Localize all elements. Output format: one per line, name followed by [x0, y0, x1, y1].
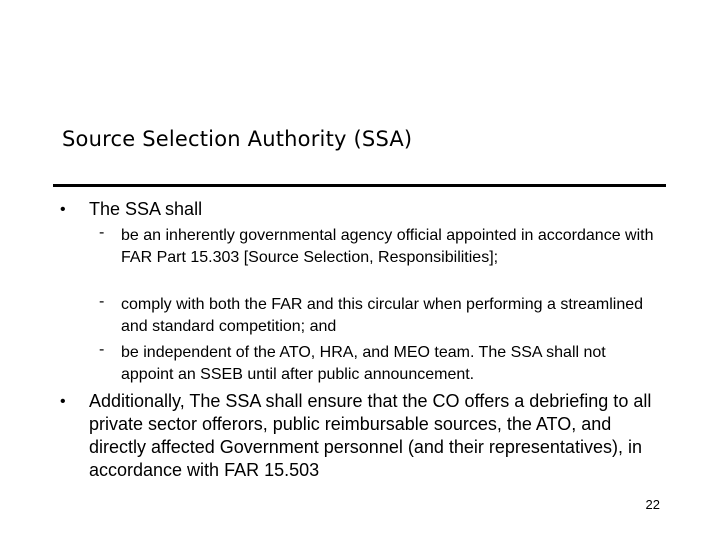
bullet-item — [60, 390, 660, 482]
sub-bullet-item — [99, 225, 659, 269]
sub-bullet-text: be an inherently governmental agency official appointed in accordance with FAR Part 15.303 [Source Selection, Responsibilities]; — [121, 227, 654, 266]
bullet-text: Additionally, The SSA shall ensure that the CO offers a debriefing to all private sector offerors, public reimbursable sources, the ATO, and directly affected Government personnel (and their representatives), in accordance with FAR 15.503 — [89, 391, 652, 480]
sub-bullet-text: be independent of the ATO, HRA, and MEO team. The SSA shall not appoint an SSEB until after public announcement. — [121, 344, 606, 383]
bullet-item — [60, 198, 660, 221]
sub-bullet-marker: - — [99, 224, 105, 241]
sub-bullet-item — [99, 342, 659, 386]
sub-bullet-marker: - — [99, 341, 105, 358]
sub-bullet-item — [99, 294, 659, 338]
bullet-marker: • — [60, 393, 66, 410]
sub-bullet-text: comply with both the FAR and this circular when performing a streamlined and standard competition; and — [121, 296, 644, 335]
bullet-marker: • — [60, 201, 66, 218]
slide-title: Source Selection Authority (SSA) — [62, 127, 413, 151]
bullet-text: The SSA shall — [89, 199, 203, 219]
title-divider — [53, 184, 666, 187]
sub-bullet-marker: - — [99, 293, 105, 310]
page-number: 22 — [645, 497, 660, 512]
